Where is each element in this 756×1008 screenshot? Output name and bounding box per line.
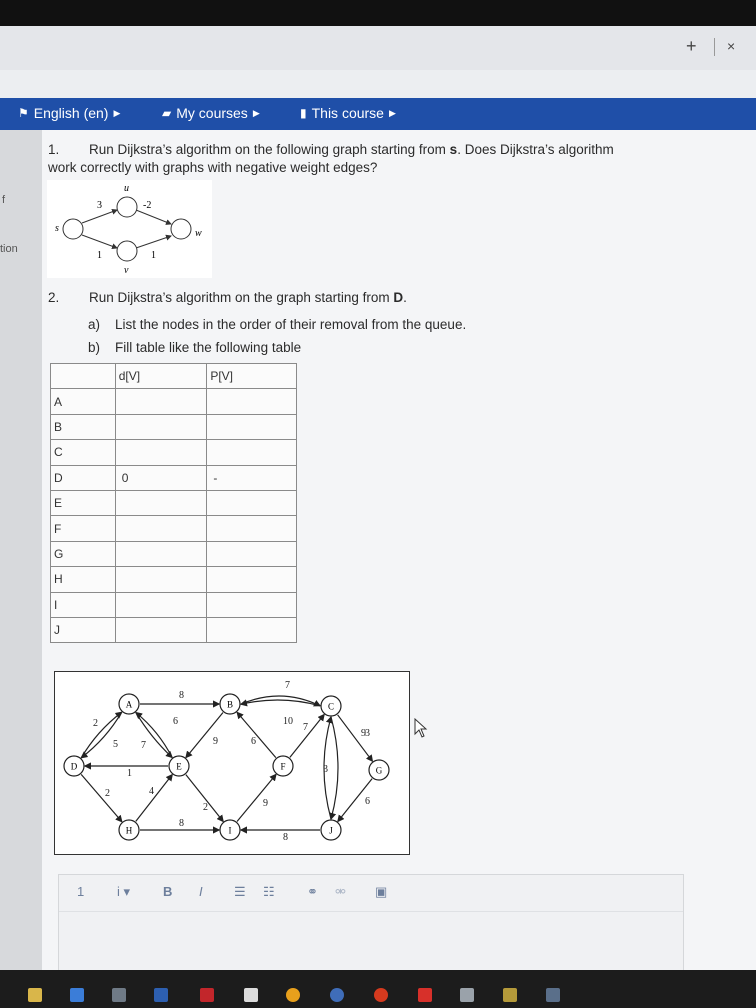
table-row-label: E bbox=[51, 490, 116, 515]
image-icon[interactable]: ▣ bbox=[375, 884, 388, 899]
graph-1-svg bbox=[47, 180, 212, 278]
table-row-label: C bbox=[51, 440, 116, 465]
screen-top-bezel bbox=[0, 0, 756, 26]
table-row bbox=[51, 440, 297, 465]
taskbar-opera-icon[interactable] bbox=[374, 988, 388, 1002]
table-cell bbox=[115, 516, 207, 541]
node-label: E bbox=[176, 761, 182, 772]
table-row-label: G bbox=[51, 541, 116, 566]
table-header-cell bbox=[51, 364, 116, 389]
flag-icon: ⚑ bbox=[18, 106, 29, 120]
node-label: G bbox=[375, 765, 383, 776]
node-label: A bbox=[125, 699, 133, 710]
taskbar-search-icon[interactable] bbox=[330, 988, 344, 1002]
taskbar-app-icon[interactable] bbox=[460, 988, 474, 1002]
graph-figure-2 bbox=[54, 671, 410, 855]
node-label: D bbox=[70, 761, 78, 772]
table-cell bbox=[207, 567, 297, 592]
edge-weight: 8 bbox=[283, 832, 288, 843]
node-label: C bbox=[327, 701, 335, 712]
new-tab-button[interactable]: + bbox=[686, 36, 697, 56]
part-b-label: b) bbox=[88, 340, 101, 355]
edge-weight: 1 bbox=[97, 250, 102, 261]
edge-weight: 8 bbox=[179, 690, 184, 701]
table-row-label: B bbox=[51, 414, 116, 439]
graph-edge bbox=[237, 774, 276, 821]
table-cell bbox=[207, 516, 297, 541]
graph-edge bbox=[331, 717, 338, 819]
question-1-text: Run Dijkstra’s algorithm on the following graph starting from s. Does Dijkstra’s algorithm bbox=[89, 142, 614, 157]
edge-weight: 2 bbox=[93, 718, 98, 729]
edge-weight: 4 bbox=[149, 786, 154, 797]
table-row bbox=[51, 490, 297, 515]
graph-node bbox=[117, 197, 137, 217]
table-header-row bbox=[51, 364, 297, 389]
unlink-icon[interactable]: ⚮ bbox=[335, 884, 346, 899]
browser-address-area bbox=[0, 70, 756, 98]
node-label: H bbox=[125, 825, 133, 836]
caret-right-icon: ▶ bbox=[113, 107, 121, 118]
node-label: v bbox=[124, 265, 129, 276]
part-a-text: List the nodes in the order of their removal from the queue. bbox=[115, 317, 467, 332]
course-navbar bbox=[0, 98, 756, 130]
question-1-number: 1. bbox=[48, 142, 60, 157]
taskbar-store-icon[interactable] bbox=[112, 988, 126, 1002]
edge-weight: 1 bbox=[151, 250, 156, 261]
left-sidebar bbox=[0, 130, 42, 970]
table-cell bbox=[115, 389, 207, 414]
graph-edge bbox=[237, 712, 276, 757]
node-label: F bbox=[280, 761, 286, 772]
edge-weight: 7 bbox=[285, 680, 290, 691]
edge-weight: 1 bbox=[127, 768, 132, 779]
question-1-text-line2: work correctly with graphs with negative weight edges? bbox=[48, 160, 378, 175]
table-row-label: J bbox=[51, 617, 116, 642]
table-cell bbox=[207, 490, 297, 515]
graph-edge bbox=[81, 774, 122, 821]
edge-weight: 7 bbox=[141, 740, 146, 751]
table-row bbox=[51, 414, 297, 439]
table-row-label: A bbox=[51, 389, 116, 414]
table-cell bbox=[115, 592, 207, 617]
edge-weight: 9 bbox=[263, 798, 268, 809]
graph-node bbox=[117, 241, 137, 261]
info-dropdown-button[interactable]: i ▾ bbox=[117, 884, 131, 899]
part-b-text: Fill table like the following table bbox=[115, 340, 302, 355]
table-row bbox=[51, 592, 297, 617]
table-cell bbox=[207, 389, 297, 414]
taskbar-chrome-icon[interactable] bbox=[286, 988, 300, 1002]
table-row bbox=[51, 389, 297, 414]
graph-node bbox=[63, 219, 83, 239]
bold-button[interactable]: B bbox=[163, 884, 173, 899]
table-cell bbox=[115, 617, 207, 642]
node-label: u bbox=[124, 183, 129, 194]
edge-weight: 3 bbox=[323, 764, 328, 775]
table-cell bbox=[207, 440, 297, 465]
paragraph-style-button[interactable]: 1 bbox=[77, 884, 85, 899]
edge-weight: 9 bbox=[213, 736, 218, 747]
table-row bbox=[51, 541, 297, 566]
editor-toolbar bbox=[59, 875, 683, 912]
table-cell bbox=[115, 490, 207, 515]
table-cell bbox=[207, 617, 297, 642]
question-2-text: Run Dijkstra’s algorithm on the graph starting from D. bbox=[89, 290, 407, 305]
table-cell bbox=[207, 414, 297, 439]
table-row-label: H bbox=[51, 567, 116, 592]
graph-2-svg bbox=[55, 672, 409, 854]
table-cell bbox=[115, 414, 207, 439]
table-cell bbox=[115, 567, 207, 592]
edge-weight: 6 bbox=[365, 796, 370, 807]
browser-tab-bar bbox=[0, 26, 756, 71]
edge-weight: 3 bbox=[365, 728, 370, 739]
caret-right-icon: ▶ bbox=[252, 107, 260, 118]
nav-item-label: My courses bbox=[176, 105, 248, 121]
table-row bbox=[51, 516, 297, 541]
edge-weight: -2 bbox=[143, 200, 152, 211]
node-label: w bbox=[195, 228, 202, 239]
part-a-label: a) bbox=[88, 317, 101, 332]
node-label: B bbox=[226, 699, 234, 710]
graph-edge bbox=[81, 712, 121, 758]
node-label: J bbox=[329, 825, 333, 836]
taskbar-mail-icon[interactable] bbox=[70, 988, 84, 1002]
table-row bbox=[51, 567, 297, 592]
edge-weight: 5 bbox=[113, 739, 118, 750]
graph-edge bbox=[186, 775, 223, 822]
tab-separator bbox=[714, 38, 715, 56]
edge-weight: 7 bbox=[303, 722, 308, 733]
briefcase-icon: ▰ bbox=[162, 106, 172, 120]
taskbar-app-icon[interactable] bbox=[200, 988, 214, 1002]
link-icon[interactable]: ⚭ bbox=[307, 884, 318, 899]
graph-edge bbox=[290, 715, 324, 758]
nav-item-label: This course bbox=[311, 105, 384, 121]
edge-weight: 10 bbox=[283, 716, 293, 727]
edge-weight: 6 bbox=[251, 736, 256, 747]
node-label: s bbox=[55, 223, 59, 234]
distance-table bbox=[50, 363, 297, 643]
italic-button[interactable]: I bbox=[199, 884, 203, 899]
mouse-cursor-icon bbox=[414, 718, 428, 743]
graph-edge bbox=[81, 712, 121, 758]
node-label: I bbox=[228, 825, 232, 836]
taskbar-app-icon[interactable] bbox=[154, 988, 168, 1002]
bullet-list-icon[interactable]: ☰ bbox=[234, 884, 246, 899]
table-cell bbox=[207, 592, 297, 617]
taskbar-app-icon[interactable] bbox=[503, 988, 517, 1002]
nav-item-this-course[interactable] bbox=[300, 105, 396, 121]
close-tab-button[interactable]: × bbox=[727, 38, 736, 54]
taskbar-app-icon[interactable] bbox=[244, 988, 258, 1002]
sidebar-fragment: f bbox=[2, 194, 6, 206]
table-cell bbox=[207, 541, 297, 566]
graph-edge bbox=[186, 712, 223, 757]
table-cell: - bbox=[207, 465, 297, 490]
taskbar-app-icon[interactable] bbox=[546, 988, 560, 1002]
answer-editor[interactable] bbox=[58, 874, 684, 976]
table-row-label: I bbox=[51, 592, 116, 617]
table-header-cell: d[V] bbox=[115, 364, 207, 389]
table-row-label: D bbox=[51, 465, 116, 490]
question-2-number: 2. bbox=[48, 290, 60, 305]
edge-weight: 8 bbox=[179, 818, 184, 829]
edge-weight: 2 bbox=[203, 802, 208, 813]
table-cell bbox=[115, 541, 207, 566]
edge-weight: 2 bbox=[105, 788, 110, 799]
taskbar-acrobat-icon[interactable] bbox=[418, 988, 432, 1002]
graph-node bbox=[171, 219, 191, 239]
caret-right-icon: ▶ bbox=[388, 107, 396, 118]
edge-weight: 3 bbox=[97, 200, 102, 211]
edge-weight: 6 bbox=[173, 716, 178, 727]
table-row bbox=[51, 617, 297, 642]
sidebar-fragment[interactable]: tion bbox=[0, 243, 18, 255]
nav-item-my-courses[interactable] bbox=[162, 105, 260, 121]
table-cell bbox=[115, 440, 207, 465]
graph-figure-1 bbox=[47, 180, 212, 278]
table-header-cell: P[V] bbox=[207, 364, 297, 389]
nav-item-label: English (en) bbox=[33, 105, 109, 121]
numbered-list-icon[interactable]: ☷ bbox=[263, 884, 275, 899]
book-icon: ▮ bbox=[300, 106, 307, 120]
table-cell: 0 bbox=[115, 465, 207, 490]
table-row-label: F bbox=[51, 516, 116, 541]
graph-edge bbox=[136, 775, 172, 822]
nav-item-language[interactable] bbox=[18, 105, 120, 121]
table-row bbox=[51, 465, 297, 490]
taskbar-folder-icon[interactable] bbox=[28, 988, 42, 1002]
graph-edge bbox=[241, 696, 320, 706]
edge-weight: 9 bbox=[361, 728, 366, 739]
